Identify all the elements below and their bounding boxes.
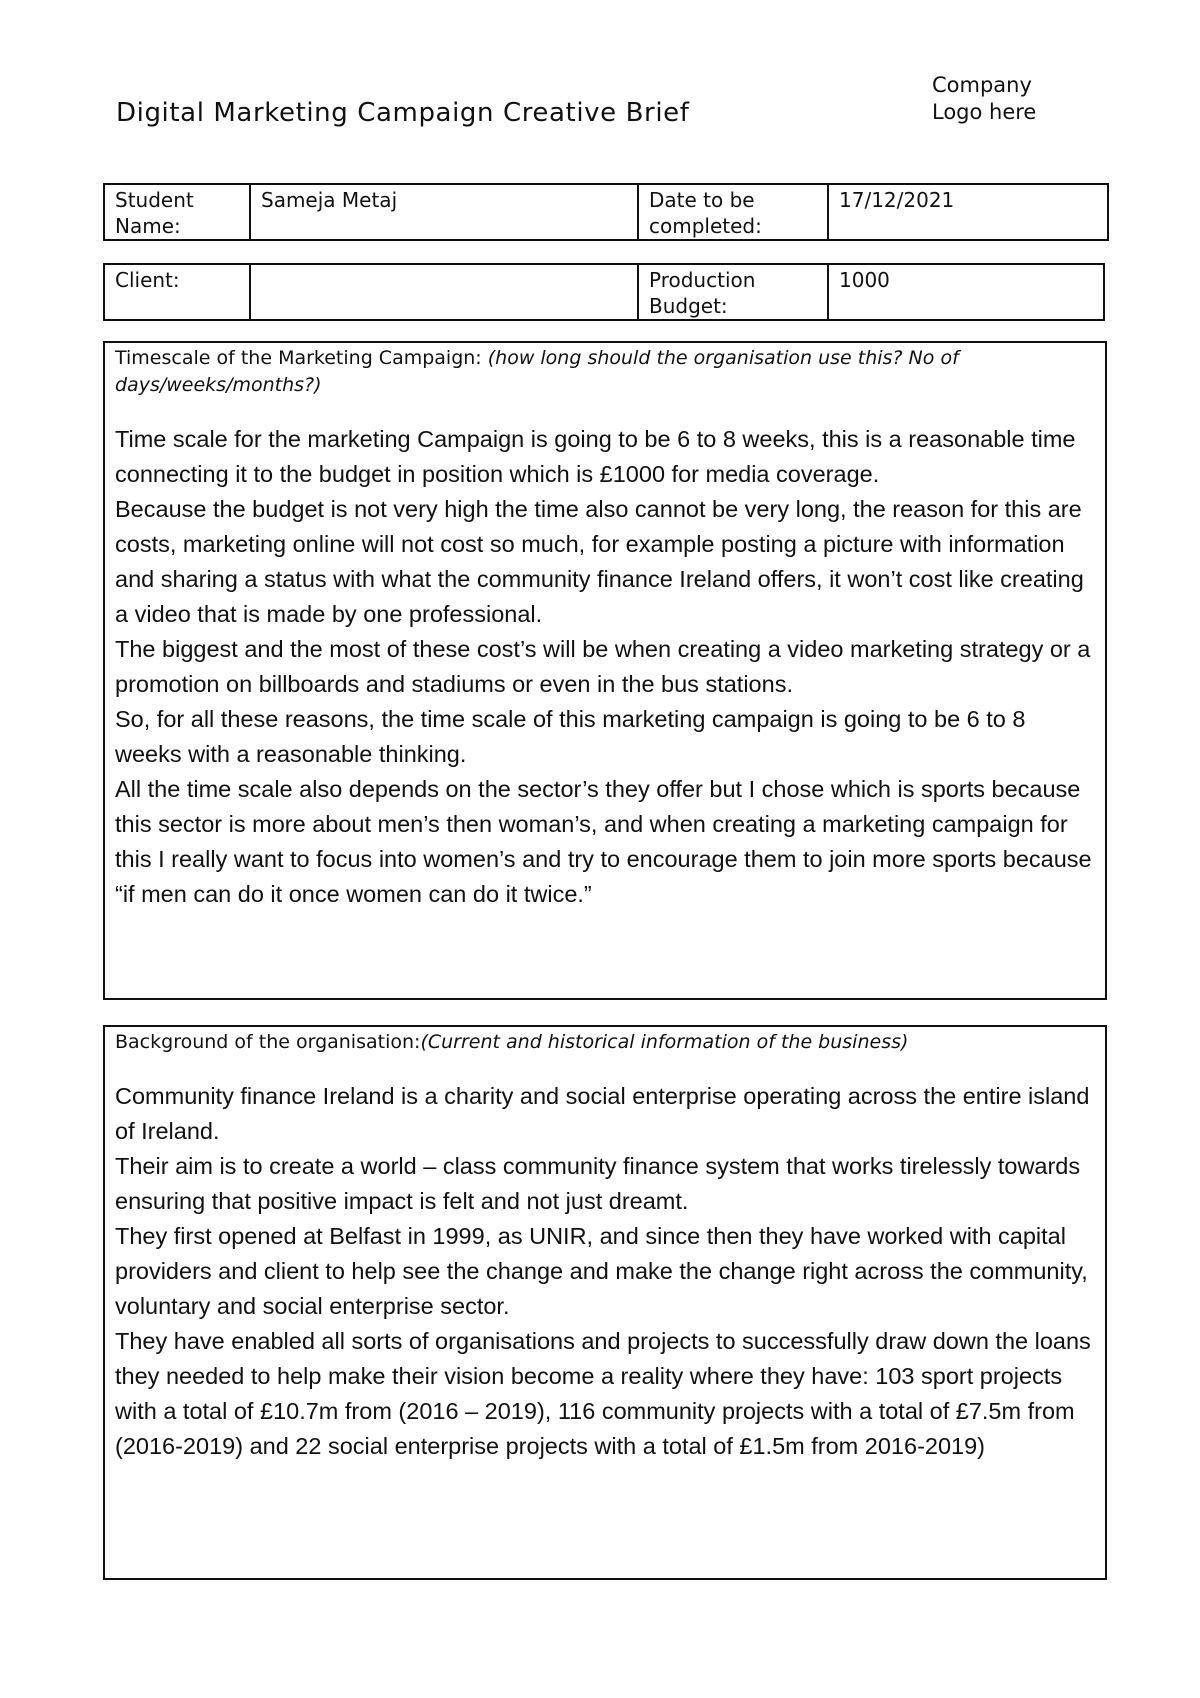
background-hint: (Current and historical information of the business) bbox=[420, 1031, 909, 1053]
background-paragraph: They have enabled all sorts of organisations and projects to successfully draw down the loans they needed to help make their vision become a reality where they have: 103 sport projects with a total of £10.7m from (2016 – 2019), 116 community projects with a total of £7.5m from (2016-2019) and 22 social enterprise projects with a total of £1.5m from 2016-2019) bbox=[115, 1328, 1091, 1459]
background-paragraph: Their aim is to create a world – class community finance system that works tirelessly towards ensuring that positive impact is felt and not just dreamt. bbox=[115, 1153, 1081, 1214]
timescale-hint: (how long should the organisation use this? No of days/weeks/months?) bbox=[115, 347, 959, 396]
logo-placeholder-line-1: Company bbox=[932, 73, 1032, 97]
timescale-body bbox=[115, 422, 1095, 912]
company-logo-placeholder bbox=[932, 72, 1072, 126]
timescale-prompt bbox=[115, 345, 1095, 399]
background-prompt bbox=[115, 1029, 1095, 1056]
timescale-paragraph: Time scale for the marketing Campaign is going to be 6 to 8 weeks, this is a reasonable time connecting it to the budget in position which is £1000 for media coverage. bbox=[115, 426, 1076, 487]
student-name-label: Student Name: bbox=[104, 184, 250, 240]
background-paragraph: They first opened at Belfast in 1999, as UNIR, and since then they have worked with capital providers and client to help see the change and make the change right across the community, voluntary and social enterprise sector. bbox=[115, 1223, 1088, 1319]
timescale-section bbox=[103, 341, 1107, 1000]
student-info-table bbox=[103, 183, 1109, 241]
background-paragraph: Community finance Ireland is a charity and social enterprise operating across the entire island of Ireland. bbox=[115, 1083, 1090, 1144]
date-to-be-completed-label: Date to be completed: bbox=[638, 184, 828, 240]
timescale-paragraph: The biggest and the most of these cost’s will be when creating a video marketing strategy or a promotion on billboards and stadiums or even in the bus stations. bbox=[115, 636, 1091, 697]
timescale-label: Timescale of the Marketing Campaign: bbox=[115, 347, 488, 369]
timescale-paragraph: So, for all these reasons, the time scale of this marketing campaign is going to be 6 to 8 weeks with a reasonable thinking. bbox=[115, 706, 1026, 767]
document-title: Digital Marketing Campaign Creative Brief bbox=[116, 98, 690, 128]
background-body bbox=[115, 1079, 1095, 1464]
logo-placeholder-line-2: Logo here bbox=[932, 100, 1037, 124]
production-budget-value: 1000 bbox=[828, 264, 1104, 320]
timescale-paragraph: Because the budget is not very high the time also cannot be very long, the reason for this are costs, marketing online will not cost so much, for example posting a picture with information and sharing a status with what the community finance Ireland offers, it won’t cost like creating a video that is made by one professional. bbox=[115, 496, 1084, 627]
production-budget-label: Production Budget: bbox=[638, 264, 828, 320]
background-section bbox=[103, 1025, 1107, 1580]
student-name-value: Sameja Metaj bbox=[250, 184, 638, 240]
background-label: Background of the organisation: bbox=[115, 1031, 421, 1053]
client-info-table bbox=[103, 263, 1105, 321]
client-value bbox=[250, 264, 638, 320]
client-label: Client: bbox=[104, 264, 250, 320]
timescale-paragraph: All the time scale also depends on the sector’s they offer but I chose which is sports because this sector is more about men’s then woman’s, and when creating a marketing campaign for this I really want to focus into women’s and try to encourage them to join more sports because “if men can do it once women can do it twice.” bbox=[115, 776, 1092, 907]
date-to-be-completed-value: 17/12/2021 bbox=[828, 184, 1108, 240]
